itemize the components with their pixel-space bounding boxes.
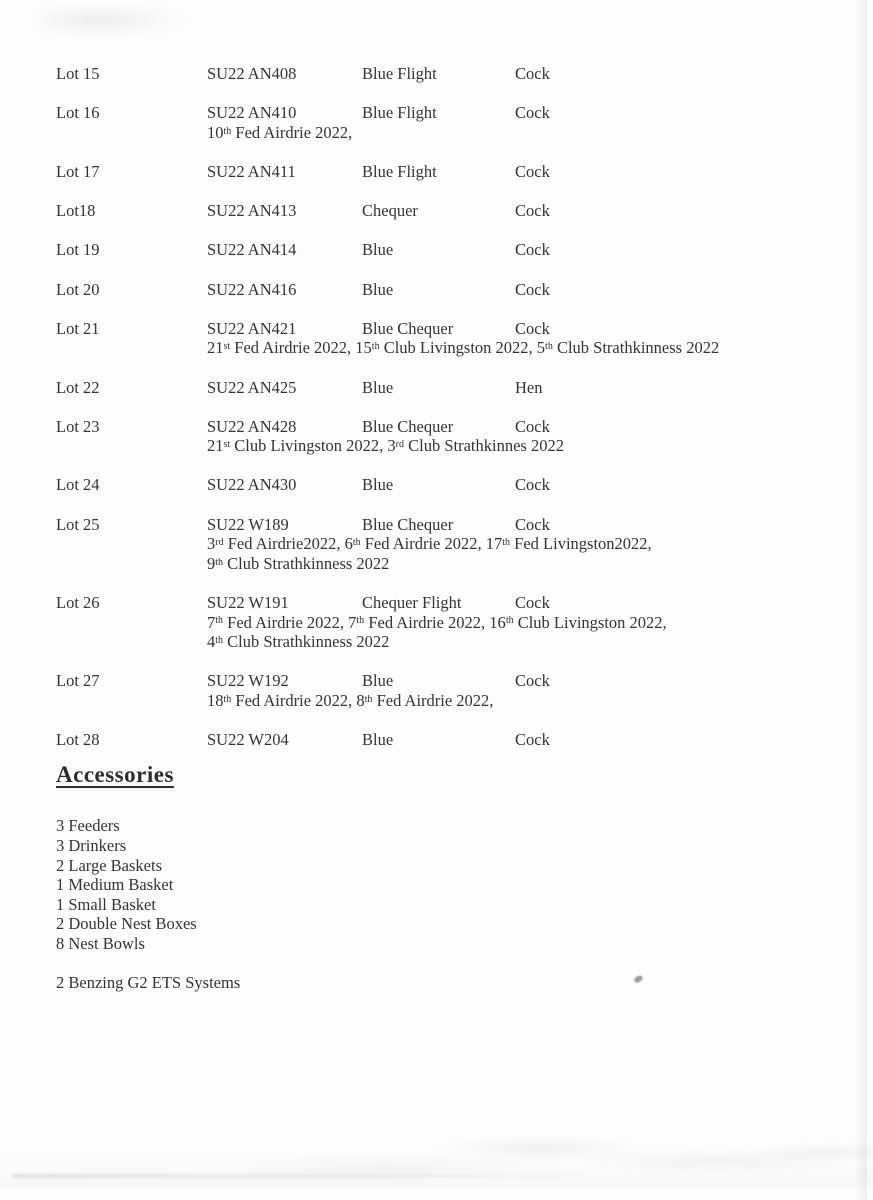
lot-number: Lot 17 (56, 161, 100, 181)
bird-color: Blue (362, 475, 394, 495)
bird-sex: Cock (515, 318, 550, 338)
bird-sex: Cock (515, 201, 550, 221)
lot-number: Lot 20 (56, 279, 100, 299)
lot-number: Lot 15 (56, 64, 100, 83)
lot-notes (207, 123, 861, 143)
document-content (56, 64, 861, 993)
ring-number: SU22 AN430 (207, 475, 297, 495)
ring-number: SU22 AN414 (207, 240, 297, 260)
bird-color: Blue (362, 671, 394, 691)
lot-number: Lot 25 (56, 514, 100, 534)
bird-color: Chequer Flight (362, 593, 462, 613)
bird-color: Blue (362, 240, 394, 260)
lot-entry (56, 671, 861, 710)
performance-note: 9th Club Strathkinness 2022 (207, 553, 390, 573)
accessory-item: 1 Medium Basket (56, 875, 174, 895)
lot-entry (56, 162, 861, 182)
performance-note: 18th Fed Airdrie 2022, 8th Fed Airdrie 2022, (207, 691, 494, 710)
bird-color: Blue (362, 279, 394, 299)
lot-row (56, 201, 861, 221)
bird-color: Blue Flight (362, 103, 437, 123)
lot-notes (207, 436, 861, 456)
lot-number: Lot 19 (56, 240, 100, 260)
lot-row (56, 515, 861, 535)
lot-entry (56, 417, 861, 456)
lot-entry (56, 593, 861, 652)
lot-row (56, 103, 861, 123)
lot-number: Lot 23 (56, 416, 100, 436)
lot-number: Lot 27 (56, 671, 100, 691)
lot-entry (56, 103, 861, 142)
accessories-list (56, 816, 861, 953)
accessory-item: 2 Large Baskets (56, 855, 163, 875)
accessory-item: 8 Nest Bowls (56, 933, 145, 953)
accessory-item: 1 Small Basket (56, 894, 156, 914)
lot-entry (56, 515, 861, 574)
accessory-extra-item: 2 Benzing G2 ETS Systems (56, 973, 241, 993)
lot-number: Lot 22 (56, 377, 100, 397)
bird-sex: Hen (515, 377, 543, 397)
accessory-item: 2 Double Nest Boxes (56, 914, 197, 934)
lot-row (56, 730, 861, 750)
bird-color: Blue Flight (362, 161, 437, 181)
lot-row (56, 319, 861, 339)
lot-number: Lot 26 (56, 593, 100, 613)
lot-notes (207, 534, 861, 573)
bird-sex: Cock (515, 64, 550, 83)
lot-row (56, 671, 861, 691)
lot-entry (56, 280, 861, 300)
lot-number: Lot 21 (56, 318, 100, 338)
ring-number: SU22 W204 (207, 730, 289, 750)
lot-entry (56, 240, 861, 260)
ring-number: SU22 AN425 (207, 377, 297, 397)
bird-sex: Cock (515, 593, 550, 613)
bird-sex: Cock (515, 475, 550, 495)
ring-number: SU22 W192 (207, 671, 289, 691)
lot-number: Lot 24 (56, 475, 100, 495)
bird-sex: Cock (515, 514, 550, 534)
bird-sex: Cock (515, 730, 550, 750)
lots-list (56, 64, 861, 750)
ring-number: SU22 AN411 (207, 161, 296, 181)
lot-row (56, 378, 861, 398)
bird-color: Blue (362, 730, 394, 750)
lot-notes (207, 338, 861, 358)
bird-color: Chequer (362, 201, 418, 221)
ring-number: SU22 AN413 (207, 201, 297, 221)
bird-color: Blue Chequer (362, 318, 454, 338)
accessories-heading: Accessories (56, 762, 174, 788)
bird-color: Blue Chequer (362, 416, 454, 436)
accessory-item: 3 Drinkers (56, 835, 127, 855)
scan-artifact-top-left (40, 6, 190, 40)
bird-sex: Cock (515, 671, 550, 691)
ring-number: SU22 AN416 (207, 279, 297, 299)
accessory-item: 3 Feeders (56, 816, 120, 836)
ring-number: SU22 AN408 (207, 64, 297, 83)
performance-note: 21st Fed Airdrie 2022, 15th Club Livingston 2022, 5th Club Strathkinness 2022 (207, 338, 720, 358)
lot-entry (56, 319, 861, 358)
lot-row (56, 475, 861, 495)
bird-color: Blue Chequer (362, 514, 454, 534)
lot-entry (56, 475, 861, 495)
lot-row (56, 240, 861, 260)
bird-sex: Cock (515, 240, 550, 260)
lot-row (56, 417, 861, 437)
lot-entry (56, 730, 861, 750)
lot-entry (56, 378, 861, 398)
bird-sex: Cock (515, 161, 550, 181)
lot-row (56, 64, 861, 84)
lot-row (56, 593, 861, 613)
scan-artifact-bottom-band (0, 1128, 873, 1188)
lot-number: Lot 16 (56, 103, 100, 123)
performance-note: 21st Club Livingston 2022, 3rd Club Strathkinnes 2022 (207, 436, 564, 456)
performance-note: 4th Club Strathkinness 2022 (207, 632, 390, 652)
bird-sex: Cock (515, 416, 550, 436)
bird-color: Blue (362, 377, 394, 397)
lot-number: Lot 28 (56, 730, 100, 750)
lot-row (56, 280, 861, 300)
lot-row (56, 162, 861, 182)
bird-sex: Cock (515, 103, 550, 123)
performance-note: 3rd Fed Airdrie2022, 6th Fed Airdrie 2022, 17th Fed Livingston2022, (207, 534, 652, 554)
lot-notes (207, 691, 861, 711)
bird-sex: Cock (515, 279, 550, 299)
performance-note: 10th Fed Airdrie 2022, (207, 122, 353, 142)
ring-number: SU22 W189 (207, 514, 289, 534)
ring-number: SU22 AN421 (207, 318, 297, 338)
ring-number: SU22 AN428 (207, 416, 297, 436)
lot-notes (207, 613, 861, 652)
performance-note: 7th Fed Airdrie 2022, 7th Fed Airdrie 2022, 16th Club Livingston 2022, (207, 612, 667, 632)
lot-entry (56, 64, 861, 84)
ring-number: SU22 W191 (207, 593, 289, 613)
lot-number: Lot18 (56, 201, 96, 221)
bird-color: Blue Flight (362, 64, 437, 83)
lot-entry (56, 201, 861, 221)
ring-number: SU22 AN410 (207, 103, 297, 123)
scan-artifact-bottom-streak (12, 1174, 582, 1178)
